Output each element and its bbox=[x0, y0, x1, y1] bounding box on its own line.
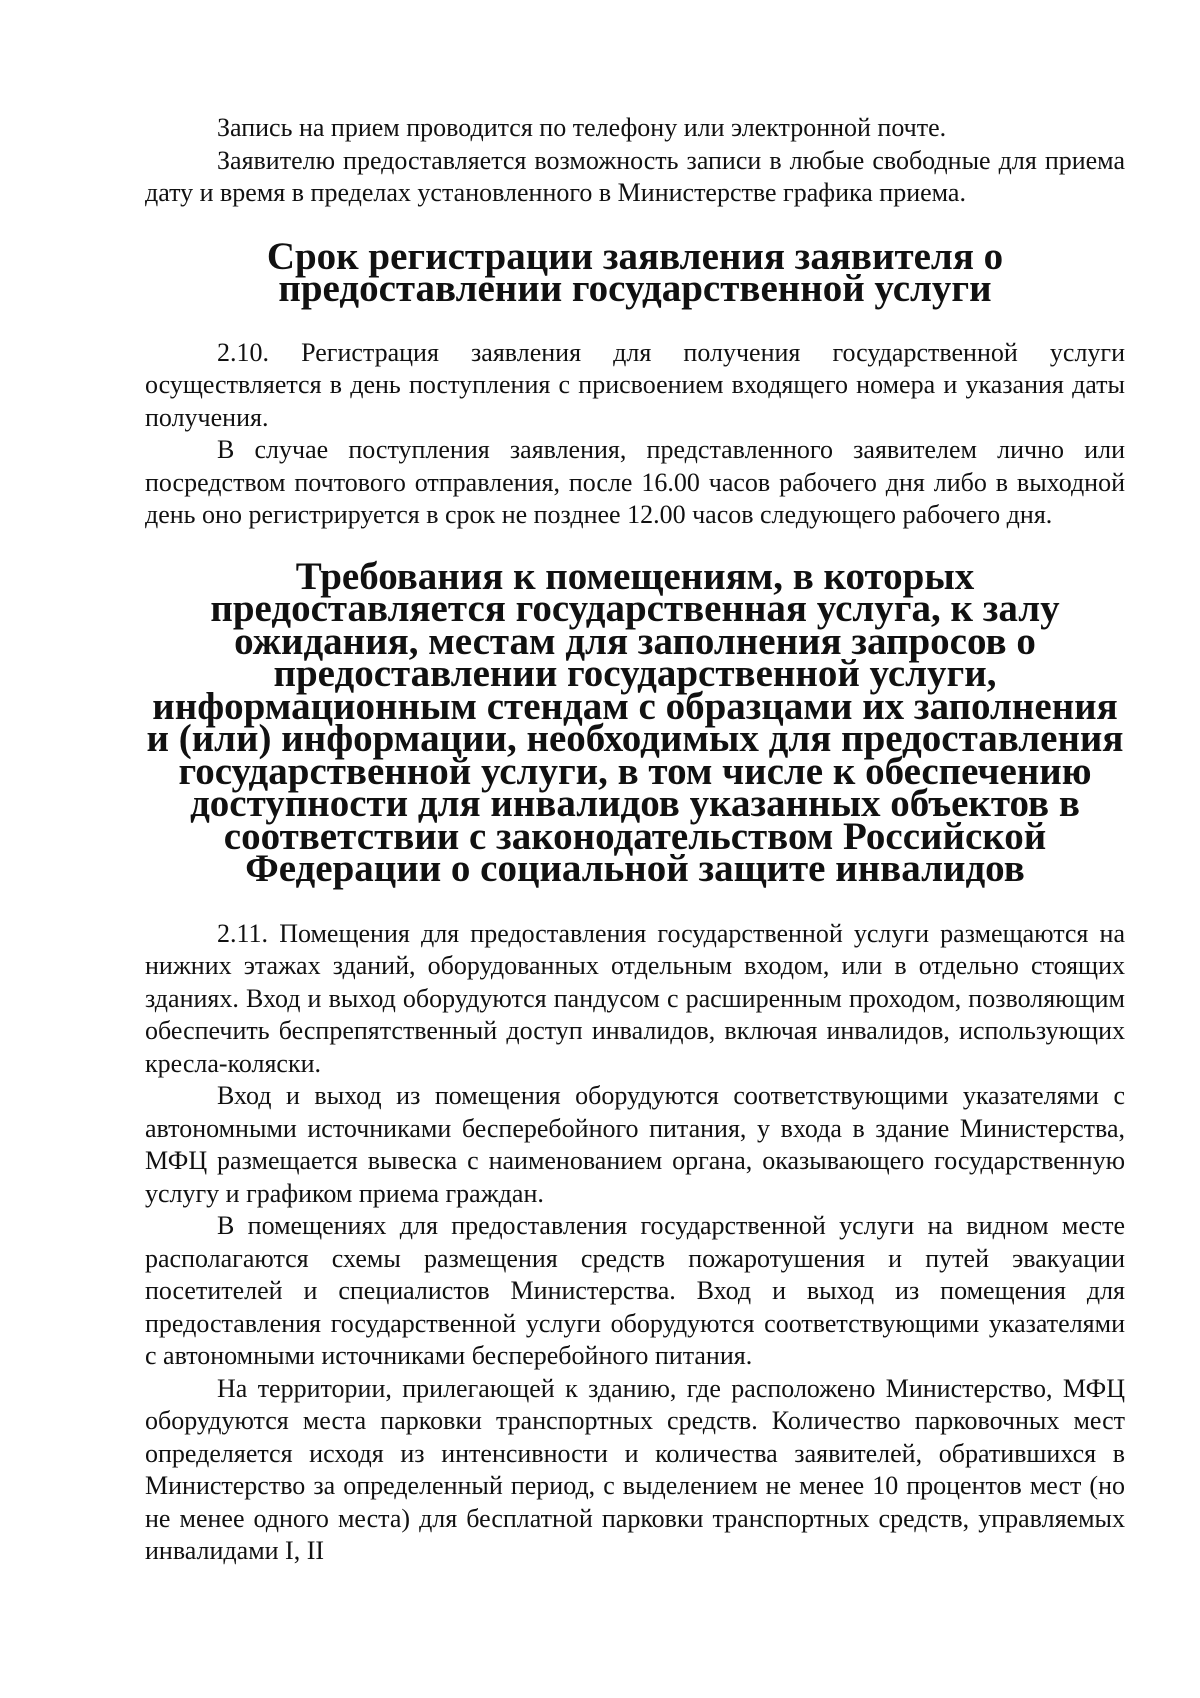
document-page bbox=[145, 112, 1125, 1568]
paragraph-2-11: 2.11. Помещения для предоставления государственной услуги размещаются на нижних этажах зданий, оборудованных отдельным входом, или в отдельно стоящих зданиях. Вход и выход оборудуются пандусом с расширенным проходом, позволяющим обеспечить беспрепятственный доступ инвалидов, включая инвалидов, использующих кресла-коляски. bbox=[145, 918, 1125, 1078]
paragraph-evacuation-schemes: В помещениях для предоставления государственной услуги на видном месте располагаются схемы размещения средств пожаротушения и путей эвакуации посетителей и специалистов Министерства. Вход и выход из помещения для предоставления государственной услуги оборудуются соответствующими указателями с автономными источниками бесперебойного питания. bbox=[145, 1211, 1125, 1370]
paragraph-parking: На территории, прилегающей к зданию, где расположено Министерство, МФЦ оборудуются места парковки транспортных средств. Количество парковочных мест определяется исходя из интенсивности и количества заявителей, обратившихся в Министерство за определенный период, с выделением не менее 10 процентов мест (но не менее одного места) для бесплатной парковки транспортных средств, управляемых инвалидами I, II bbox=[145, 1373, 1125, 1565]
section-heading-registration-term: Срок регистрации заявления заявителя о предоставлении государственной услуги bbox=[266, 234, 1004, 310]
paragraph-2-10: 2.10. Регистрация заявления для получения государственной услуги осуществляется в день поступления с присвоением входящего номера и указания даты получения. bbox=[145, 337, 1125, 432]
section-heading-premises-requirements: Требования к помещениям, в которых предоставляется государственная услуга, к залу ожидания, местам для заполнения запросов о предоставлении государственной услуги, информационным стендам с образцами их заполнения и (или) информации, необходимых для предоставления государственной услуги, в том числе к обеспечению доступности для инвалидов указанных объектов в соответствии с законодательством Российской Федерации о социальной защите инвалидов bbox=[146, 554, 1124, 890]
paragraph-late-submission: В случае поступления заявления, представленного заявителем лично или посредством почтового отправления, после 16.00 часов рабочего дня либо в выходной день оно регистрируется в срок не позднее 12.00 часов следующего рабочего дня. bbox=[145, 435, 1125, 529]
paragraph-entrance-signage: Вход и выход из помещения оборудуются соответствующими указателями с автономными источниками бесперебойного питания, у входа в здание Министерства, МФЦ размещается вывеска с наименованием органа, оказывающего государственную услугу и графиком приема граждан. bbox=[145, 1081, 1125, 1208]
intro-paragraph-appointment: Запись на прием проводится по телефону или электронной почте. bbox=[217, 113, 947, 142]
intro-paragraph-booking: Заявителю предоставляется возможность записи в любые свободные для приема дату и время в пределах установленного в Министерстве графика приема. bbox=[145, 145, 1125, 207]
